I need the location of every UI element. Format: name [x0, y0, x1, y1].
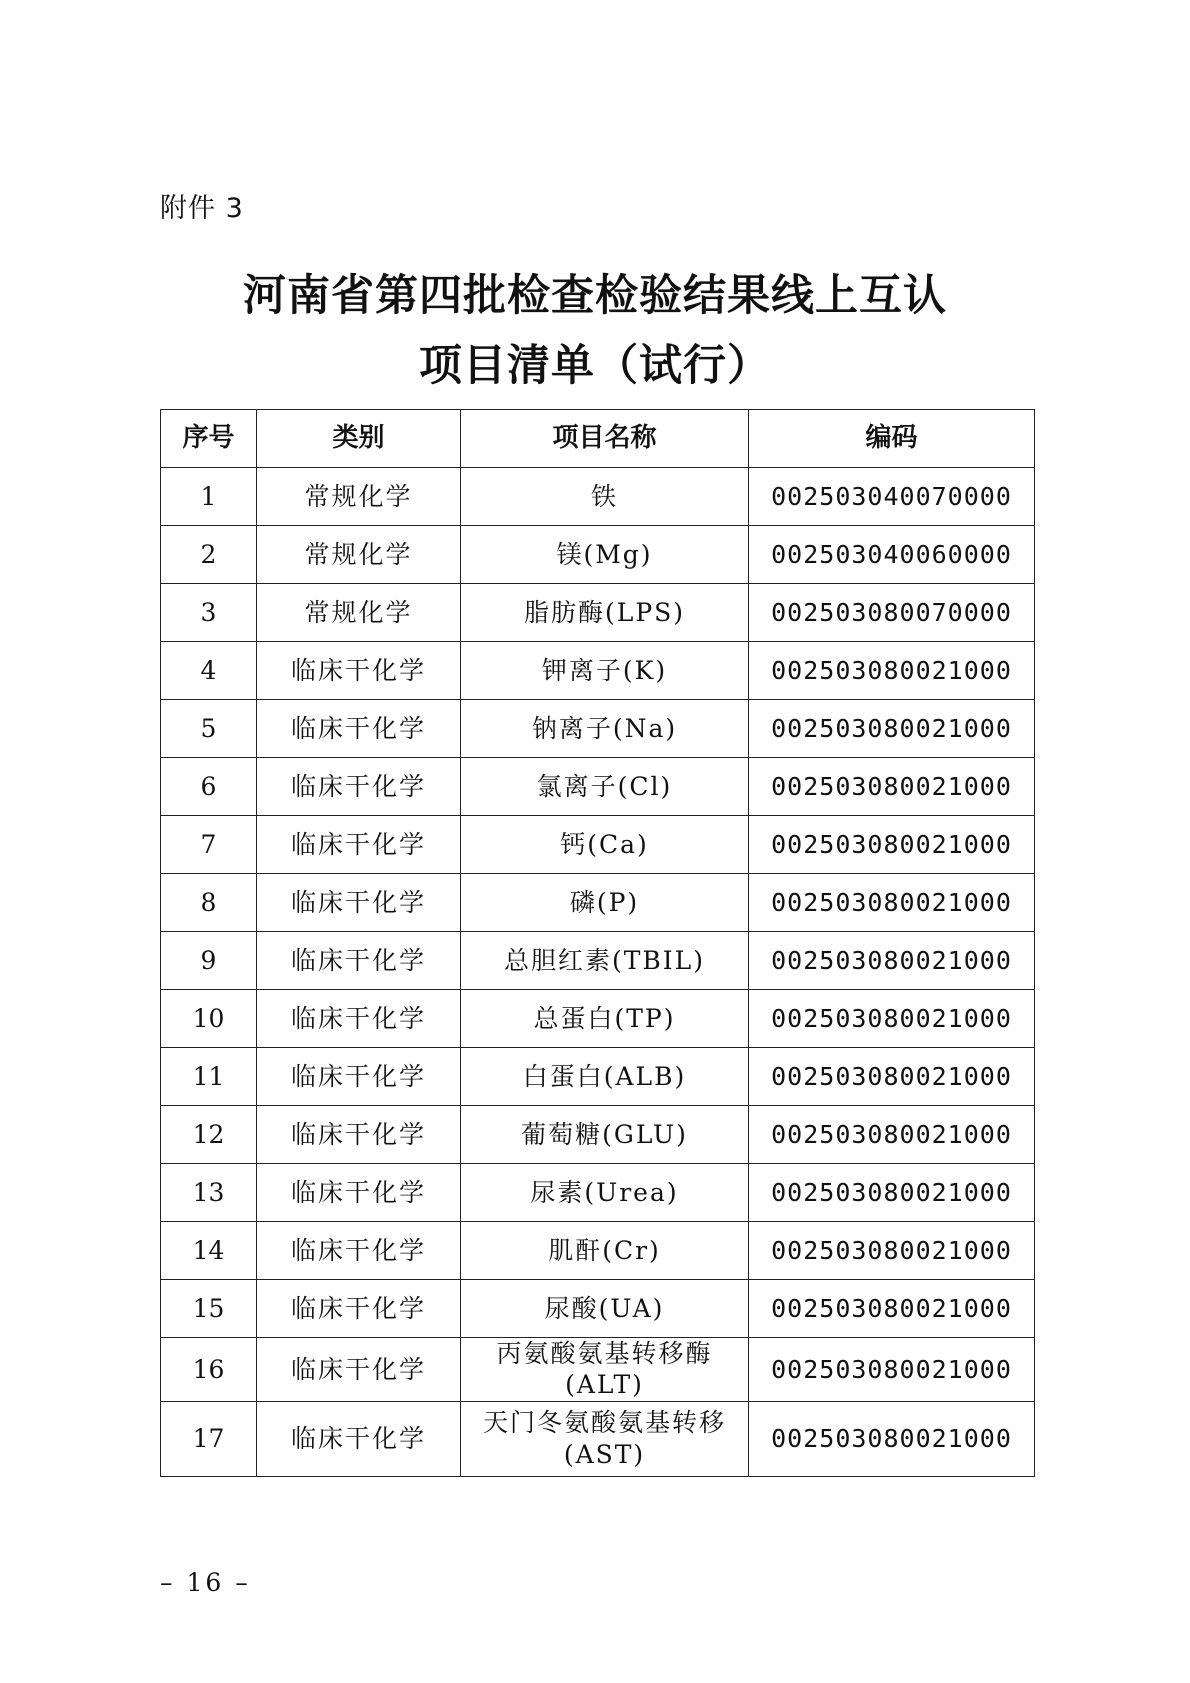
cell-code: 002503080021000 [749, 1222, 1035, 1280]
cell-item-name: 钠离子(Na) [461, 700, 749, 758]
cell-category: 临床干化学 [257, 874, 461, 932]
table-row [161, 1401, 1035, 1476]
table-row [161, 584, 1035, 642]
project-list-table [160, 409, 1035, 1477]
attachment-label: 附件 3 [160, 193, 244, 224]
cell-category: 临床干化学 [257, 758, 461, 816]
cell-item-name: 白蛋白(ALB) [461, 1048, 749, 1106]
cell-category: 临床干化学 [257, 1338, 461, 1402]
cell-item-name: 氯离子(Cl) [461, 758, 749, 816]
cell-category: 临床干化学 [257, 816, 461, 874]
cell-number: 14 [161, 1222, 257, 1280]
cell-code: 002503040060000 [749, 526, 1035, 584]
cell-item-name: 铁 [461, 468, 749, 526]
cell-code: 002503080021000 [749, 990, 1035, 1048]
table-row [161, 990, 1035, 1048]
table-row [161, 526, 1035, 584]
cell-number: 9 [161, 932, 257, 990]
table-row [161, 1338, 1035, 1402]
cell-code: 002503040070000 [749, 468, 1035, 526]
table-row [161, 874, 1035, 932]
cell-category: 临床干化学 [257, 1222, 461, 1280]
page-number: – 16 – [160, 1568, 251, 1597]
cell-item-name: 天门冬氨酸氨基转移(AST) [461, 1401, 749, 1476]
cell-item-name: 葡萄糖(GLU) [461, 1106, 749, 1164]
cell-code: 002503080021000 [749, 1164, 1035, 1222]
cell-number: 15 [161, 1280, 257, 1338]
cell-number: 12 [161, 1106, 257, 1164]
table-row [161, 758, 1035, 816]
cell-number: 17 [161, 1401, 257, 1476]
column-header-category: 类别 [257, 410, 461, 468]
cell-code: 002503080021000 [749, 1106, 1035, 1164]
cell-code: 002503080021000 [749, 700, 1035, 758]
cell-number: 8 [161, 874, 257, 932]
table-row [161, 1280, 1035, 1338]
table-row [161, 468, 1035, 526]
cell-item-name: 镁(Mg) [461, 526, 749, 584]
cell-code: 002503080021000 [749, 874, 1035, 932]
cell-number: 6 [161, 758, 257, 816]
table-row [161, 1048, 1035, 1106]
cell-category: 临床干化学 [257, 1164, 461, 1222]
cell-category: 临床干化学 [257, 1106, 461, 1164]
table-row [161, 700, 1035, 758]
cell-item-name: 总胆红素(TBIL) [461, 932, 749, 990]
cell-code: 002503080021000 [749, 1048, 1035, 1106]
table-row [161, 1164, 1035, 1222]
cell-number: 13 [161, 1164, 257, 1222]
cell-code: 002503080021000 [749, 1401, 1035, 1476]
cell-code: 002503080021000 [749, 1338, 1035, 1402]
cell-number: 7 [161, 816, 257, 874]
cell-code: 002503080021000 [749, 758, 1035, 816]
cell-code: 002503080021000 [749, 932, 1035, 990]
column-header-number: 序号 [161, 410, 257, 468]
cell-item-name: 总蛋白(TP) [461, 990, 749, 1048]
column-header-code: 编码 [749, 410, 1035, 468]
cell-category: 临床干化学 [257, 1048, 461, 1106]
cell-category: 临床干化学 [257, 932, 461, 990]
cell-number: 11 [161, 1048, 257, 1106]
cell-number: 5 [161, 700, 257, 758]
cell-number: 10 [161, 990, 257, 1048]
cell-item-name: 丙氨酸氨基转移酶(ALT) [461, 1338, 749, 1402]
cell-category: 临床干化学 [257, 642, 461, 700]
cell-item-name: 磷(P) [461, 874, 749, 932]
cell-category: 常规化学 [257, 468, 461, 526]
table-body [161, 468, 1035, 1477]
cell-number: 2 [161, 526, 257, 584]
cell-code: 002503080070000 [749, 584, 1035, 642]
table-row [161, 642, 1035, 700]
table-row [161, 1106, 1035, 1164]
cell-code: 002503080021000 [749, 642, 1035, 700]
cell-category: 临床干化学 [257, 1280, 461, 1338]
cell-category: 常规化学 [257, 526, 461, 584]
cell-item-name: 钾离子(K) [461, 642, 749, 700]
cell-item-name: 肌酐(Cr) [461, 1222, 749, 1280]
cell-number: 4 [161, 642, 257, 700]
cell-category: 临床干化学 [257, 990, 461, 1048]
table-row [161, 816, 1035, 874]
column-header-item-name: 项目名称 [461, 410, 749, 468]
table-row [161, 932, 1035, 990]
cell-number: 3 [161, 584, 257, 642]
cell-item-name: 脂肪酶(LPS) [461, 584, 749, 642]
cell-number: 16 [161, 1338, 257, 1402]
document-title-line-1: 河南省第四批检查检验结果线上互认 [243, 271, 947, 321]
cell-item-name: 尿酸(UA) [461, 1280, 749, 1338]
table-header-row [161, 410, 1035, 468]
cell-item-name: 钙(Ca) [461, 816, 749, 874]
cell-code: 002503080021000 [749, 1280, 1035, 1338]
document-title-line-2: 项目清单（试行） [419, 341, 771, 391]
table-row [161, 1222, 1035, 1280]
cell-number: 1 [161, 468, 257, 526]
cell-item-name: 尿素(Urea) [461, 1164, 749, 1222]
cell-category: 临床干化学 [257, 1401, 461, 1476]
cell-category: 常规化学 [257, 584, 461, 642]
cell-code: 002503080021000 [749, 816, 1035, 874]
cell-category: 临床干化学 [257, 700, 461, 758]
